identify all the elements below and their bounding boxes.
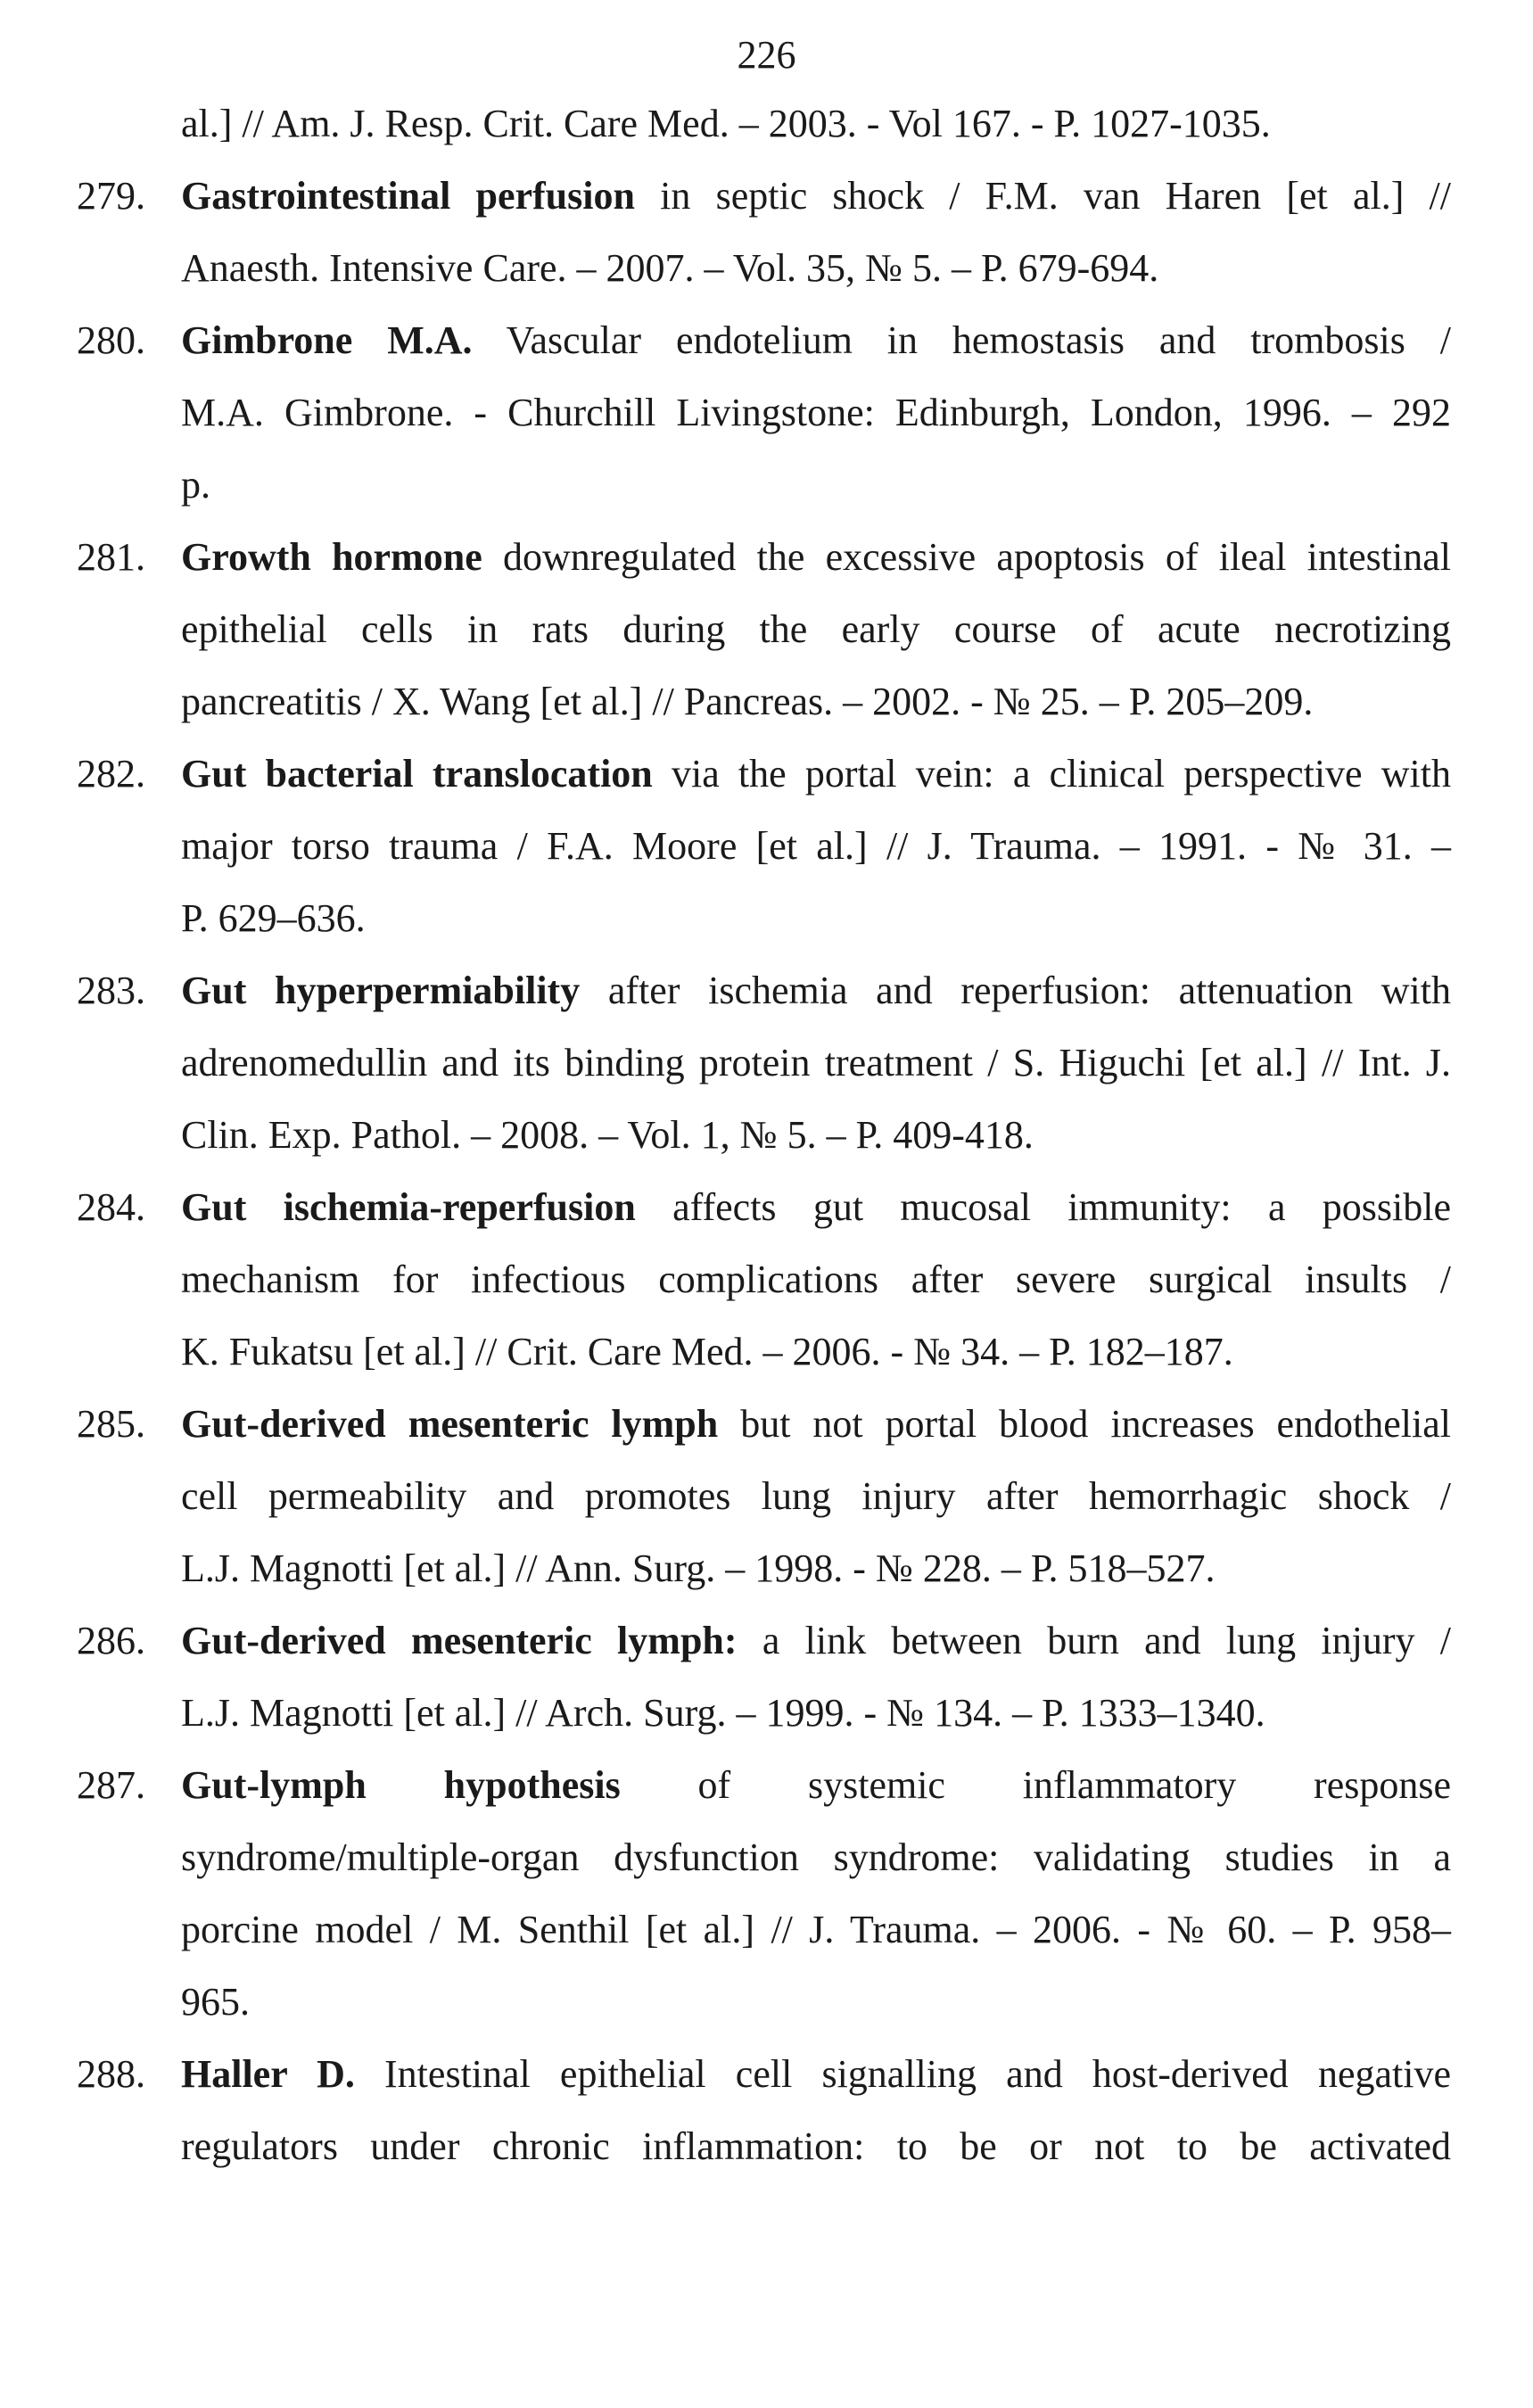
reference-title: Gut-derived mesenteric lymph <box>181 1402 719 1446</box>
reference-280 <box>0 304 1533 521</box>
reference-line: pancreatitis / X. Wang [et al.] // Pancreas. – 2002. - № 25. – P. 205–209. <box>181 680 1314 723</box>
reference-line: L.J. Magnotti [et al.] // Ann. Surg. – 1998. - № 228. – P. 518–527. <box>181 1546 1216 1590</box>
reference-line <box>181 1171 1451 1243</box>
reference-281 <box>0 521 1533 738</box>
reference-285 <box>0 1388 1533 1604</box>
reference-text: after ischemia and reperfusion: attenuation with <box>580 969 1451 1012</box>
reference-line <box>181 1749 1451 1821</box>
reference-number: 281. <box>77 535 145 579</box>
reference-text: via the portal vein: a clinical perspective with <box>652 752 1452 796</box>
reference-288 <box>0 2038 1533 2182</box>
reference-line: cell permeability and promotes lung injury after hemorrhagic shock / <box>181 1474 1451 1518</box>
reference-line: porcine model / M. Senthil [et al.] // J. Trauma. – 2006. - № 60. – P. 958– <box>181 1908 1451 1951</box>
reference-title: Gut bacterial translocation <box>181 752 653 796</box>
reference-283 <box>0 954 1533 1171</box>
reference-title: Gut hyperpermiability <box>181 969 581 1012</box>
reference-number: 283. <box>77 969 145 1012</box>
reference-line <box>181 1604 1451 1677</box>
reference-number: 284. <box>77 1185 145 1229</box>
reference-number: 287. <box>77 1763 145 1807</box>
reference-text: a link between burn and lung injury / <box>737 1619 1451 1662</box>
reference-282 <box>0 738 1533 954</box>
reference-title: Gimbrone M.A. <box>181 318 473 362</box>
reference-line: regulators under chronic inflammation: to be or not to be activated <box>181 2124 1451 2168</box>
reference-286 <box>0 1604 1533 1749</box>
reference-text: downregulated the excessive apoptosis of ileal intestinal <box>482 535 1451 579</box>
reference-line: epithelial cells in rats during the early course of acute necrotizing <box>181 607 1451 651</box>
reference-line <box>181 160 1451 232</box>
reference-number: 285. <box>77 1402 145 1446</box>
reference-text: Intestinal epithelial cell signalling and host-derived negative <box>354 2052 1451 2096</box>
reference-line: al.] // Am. J. Resp. Crit. Care Med. – 2003. - Vol 167. - P. 1027-1035. <box>181 102 1271 145</box>
reference-title: Gut ischemia-reperfusion <box>181 1185 636 1229</box>
reference-line <box>181 1388 1451 1460</box>
reference-title: Growth hormone <box>181 535 482 579</box>
reference-title: Gastrointestinal perfusion <box>181 174 635 218</box>
reference-line <box>181 738 1451 810</box>
reference-text: but not portal blood increases endothelial <box>718 1402 1451 1446</box>
reference-line <box>181 521 1451 593</box>
reference-line <box>181 304 1451 376</box>
reference-continuation <box>0 87 1533 160</box>
reference-line: major torso trauma / F.A. Moore [et al.] // J. Trauma. – 1991. - № 31. – <box>181 824 1451 868</box>
reference-number: 280. <box>77 318 145 362</box>
reference-line <box>181 2038 1451 2110</box>
reference-line: M.A. Gimbrone. - Churchill Livingstone: Edinburgh, London, 1996. – 292 <box>181 391 1451 434</box>
reference-number: 279. <box>77 174 145 218</box>
reference-text: Vascular endotelium in hemostasis and trombosis / <box>472 318 1451 362</box>
reference-number: 282. <box>77 752 145 796</box>
reference-line: Clin. Exp. Pathol. – 2008. – Vol. 1, № 5. – P. 409-418. <box>181 1113 1034 1157</box>
reference-title: Gut-derived mesenteric lymph: <box>181 1619 738 1662</box>
reference-line: Anaesth. Intensive Care. – 2007. – Vol. 35, № 5. – P. 679-694. <box>181 246 1159 290</box>
reference-text: of systemic inflammatory response <box>620 1763 1452 1807</box>
reference-line: syndrome/multiple-organ dysfunction syndrome: validating studies in a <box>181 1835 1451 1879</box>
reference-title: Haller D. <box>181 2052 355 2096</box>
page-number: 226 <box>737 33 796 77</box>
reference-line: K. Fukatsu [et al.] // Crit. Care Med. – 2006. - № 34. – P. 182–187. <box>181 1330 1233 1373</box>
reference-284 <box>0 1171 1533 1388</box>
reference-number: 286. <box>77 1619 145 1662</box>
reference-title: Gut-lymph hypothesis <box>181 1763 621 1807</box>
reference-line: P. 629–636. <box>181 896 366 940</box>
reference-text: in septic shock / F.M. van Haren [et al.] // <box>634 174 1451 218</box>
reference-line: L.J. Magnotti [et al.] // Arch. Surg. – 1999. - № 134. – P. 1333–1340. <box>181 1691 1265 1735</box>
reference-line: p. <box>181 463 210 507</box>
reference-line: adrenomedullin and its binding protein treatment / S. Higuchi [et al.] // Int. J. <box>181 1041 1451 1084</box>
reference-287 <box>0 1749 1533 2038</box>
reference-line: mechanism for infectious complications after severe surgical insults / <box>181 1258 1451 1301</box>
reference-line <box>181 954 1451 1027</box>
reference-line: 965. <box>181 1980 250 2024</box>
reference-279 <box>0 160 1533 304</box>
reference-list <box>0 87 1533 2182</box>
reference-number: 288. <box>77 2052 145 2096</box>
reference-text: affects gut mucosal immunity: a possible <box>635 1185 1451 1229</box>
